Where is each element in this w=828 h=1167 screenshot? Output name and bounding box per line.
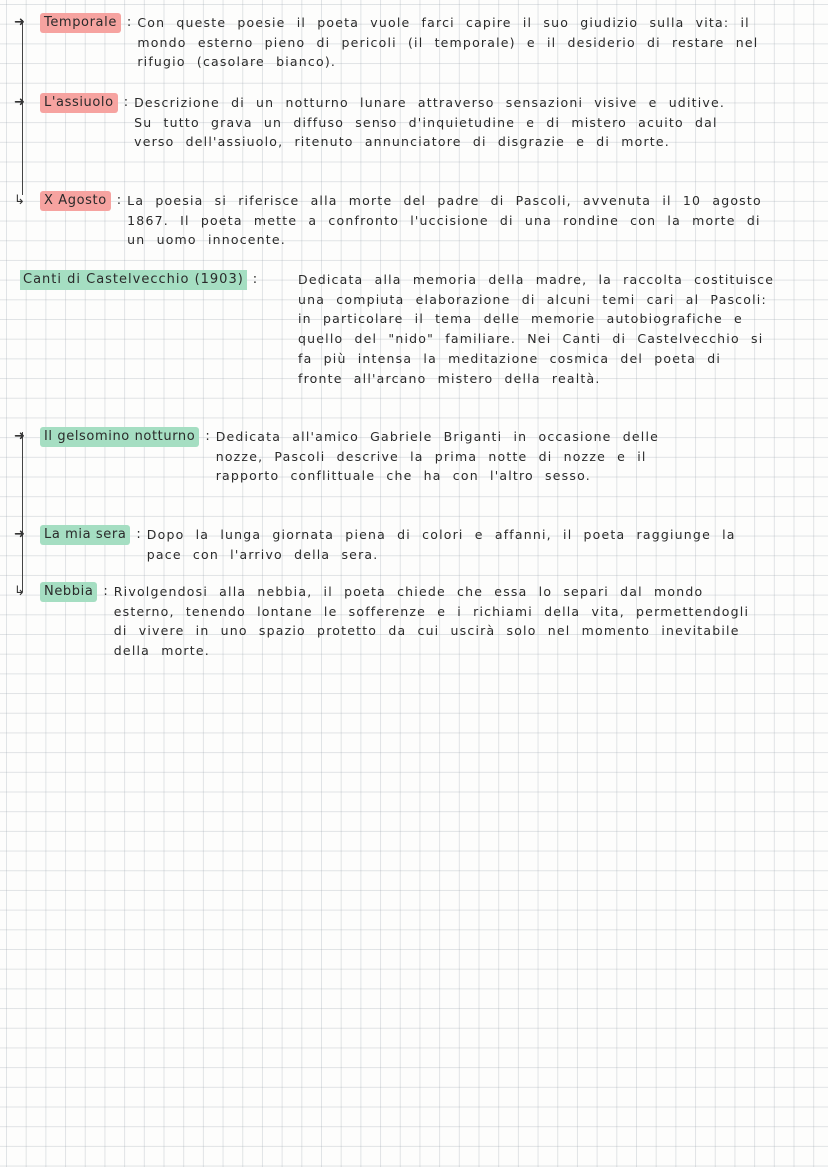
section-text: Dopo la lunga giornata piena di colori e affanni, il poeta raggiunge la pace con l'arrivo della sera. — [146, 527, 736, 562]
section-temporale: ➜ Temporale : Con queste poesie il poeta vuole farci capire il suo giudizio sulla vita: il mondo esterno pieno di pericoli (il temporale) e il desiderio di restare nel rifugio (casolare bianco). — [14, 13, 814, 72]
section-text: Con queste poesie il poeta vuole farci capire il suo giudizio sulla vita: il mondo esterno pieno di pericoli (il temporale) e il desiderio di restare nel rifugio (casolare bianco). — [137, 15, 759, 70]
arrow-icon: ↳ — [14, 584, 25, 599]
section-title: X Agosto — [40, 191, 111, 211]
arrow-icon: ➜ — [14, 95, 25, 110]
section-text: Rivolgendosi alla nebbia, il poeta chiede che essa lo separi dal mondo esterno, tenendo lontane le sofferenze e i richiami della vita, permettendogli di vivere in uno spazio protetto da cui uscirà solo nel momento inevitabile della morte. — [113, 584, 750, 659]
arrow-icon: ➜ — [14, 15, 25, 30]
section-nebbia: ↳ Nebbia : Rivolgendosi alla nebbia, il poeta chiede che essa lo separi dal mondo esterno, tenendo lontane le sofferenze e i richiami della vita, permettendogli di vivere in uno spazio protetto da cui uscirà solo nel momento inevitabile della morte. — [14, 582, 814, 661]
section-text: Descrizione di un notturno lunare attraverso sensazioni visive e uditive. Su tutto grava un diffuso senso d'inquietudine e di mistero acuito dal verso dell'assiuolo, ritenuto annunciatore di disgrazie e di morte. — [134, 95, 726, 150]
section-gelsomino-notturno: ➜ Il gelsomino notturno : Dedicata all'amico Gabriele Briganti in occasione delle nozze, Pascoli descrive la prima notte di nozze e il rapporto conflittuale che ha con l'altro sesso. — [14, 427, 814, 486]
section-title: Temporale — [40, 13, 121, 33]
section-canti-di-castelvecchio: Canti di Castelvecchio (1903) : Dedicata alla memoria della madre, la raccolta costituisce una compiuta elaborazione di alcuni temi cari al Pascoli: in particolare il tema delle memorie autobiografiche e quello del "nido" familiare. Nei Canti di Castelvecchio si fa più intensa la meditazione cosmica del poeta di fronte all'arcano mistero della realtà. — [20, 270, 820, 290]
section-title: Il gelsomino notturno — [40, 427, 199, 447]
section-title: La mia sera — [40, 525, 130, 545]
arrow-icon: ↳ — [14, 193, 25, 208]
section-text: Dedicata alla memoria della madre, la raccolta costituisce una compiuta elaborazione di alcuni temi cari al Pascoli: in particolare il tema delle memorie autobiografiche e quello del "nido" familiare. Nei Canti di Castelvecchio si fa più intensa la meditazione cosmica del poeta di fronte all'arcano mistero della realtà. — [298, 272, 775, 386]
section-assiuolo: ➜ L'assiuolo : Descrizione di un notturno lunare attraverso sensazioni visive e uditive. Su tutto grava un diffuso senso d'inquietudine e di mistero acuito dal verso dell'assiuolo, ritenuto annunciatore di disgrazie e di morte. — [14, 93, 814, 152]
section-text: La poesia si riferisce alla morte del padre di Pascoli, avvenuta il 10 agosto 1867. Il poeta mette a confronto l'uccisione di una rondine con la morte di un uomo innocente. — [127, 193, 762, 248]
section-x-agosto: ↳ X Agosto : La poesia si riferisce alla morte del padre di Pascoli, avvenuta il 10 agosto 1867. Il poeta mette a confronto l'uccisione di una rondine con la morte di un uomo innocente. — [14, 191, 814, 250]
main-heading: Canti di Castelvecchio (1903) — [20, 270, 247, 290]
arrow-icon: ➜ — [14, 527, 25, 542]
section-la-mia-sera: ➜ La mia sera : Dopo la lunga giornata piena di colori e affanni, il poeta raggiunge la pace con l'arrivo della sera. — [14, 525, 814, 564]
section-title: L'assiuolo — [40, 93, 118, 113]
arrow-icon: ➜ — [14, 429, 25, 444]
section-title: Nebbia — [40, 582, 97, 602]
section-text: Dedicata all'amico Gabriele Briganti in occasione delle nozze, Pascoli descrive la prima notte di nozze e il rapporto conflittuale che ha con l'altro sesso. — [215, 429, 660, 484]
